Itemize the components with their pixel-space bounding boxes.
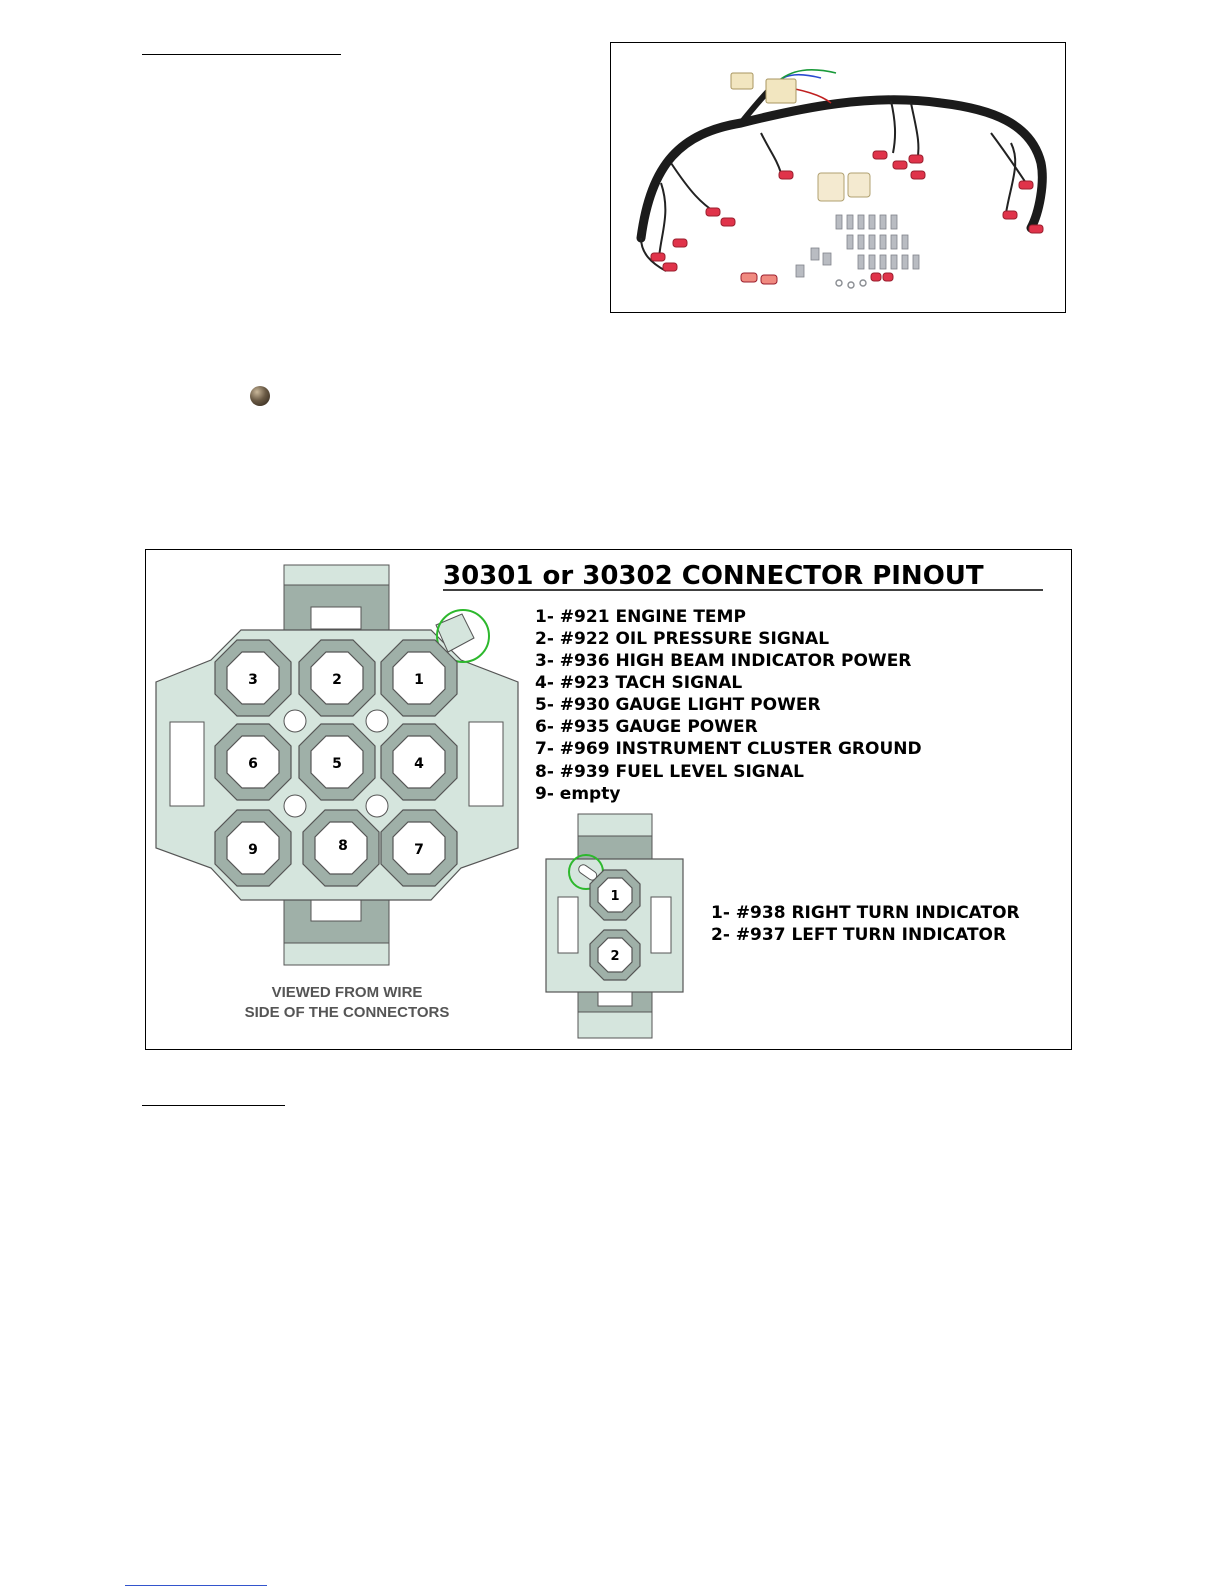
wiring-harness-photo <box>610 42 1066 313</box>
pin-label-6: 6 <box>248 756 258 772</box>
pin-label-4: 4 <box>414 756 424 772</box>
caption-line-1: VIEWED FROM WIRE <box>271 984 423 1001</box>
pinout-line-4: 4- #923 TACH SIGNAL <box>535 673 743 693</box>
bullet-icon <box>250 386 270 406</box>
wiring-harness-illustration <box>611 43 1065 312</box>
pin-label-3: 3 <box>248 672 258 688</box>
pinout-line-2: 2- #922 OIL PRESSURE SIGNAL <box>535 629 830 649</box>
small-pin-label-2: 2 <box>610 949 620 964</box>
small-pinout-line-2: 2- #937 LEFT TURN INDICATOR <box>711 925 1007 945</box>
pin-label-7: 7 <box>414 842 424 858</box>
small-pin-label-1: 1 <box>610 889 620 904</box>
heading-underline-top <box>142 54 341 55</box>
pin-label-2: 2 <box>332 672 342 688</box>
connector-pinout-diagram <box>145 549 1072 1050</box>
pin-label-8: 8 <box>338 838 348 854</box>
main-connector-9-pin <box>156 565 518 965</box>
small-connector-2-pin <box>546 814 683 1038</box>
pinout-line-8: 8- #939 FUEL LEVEL SIGNAL <box>535 762 804 782</box>
pinout-line-9: 9- empty <box>535 784 621 804</box>
heading-underline-bottom <box>142 1105 285 1106</box>
pin-label-9: 9 <box>248 842 258 858</box>
pinout-line-1: 1- #921 ENGINE TEMP <box>535 607 746 627</box>
pinout-line-6: 6- #935 GAUGE POWER <box>535 717 758 737</box>
small-pinout-line-1: 1- #938 RIGHT TURN INDICATOR <box>711 903 1020 923</box>
pinout-line-3: 3- #936 HIGH BEAM INDICATOR POWER <box>535 651 912 671</box>
pin-label-5: 5 <box>332 756 342 772</box>
pin-label-1: 1 <box>414 672 424 688</box>
diagram-title: 30301 or 30302 CONNECTOR PINOUT <box>443 561 984 591</box>
caption-line-2: SIDE OF THE CONNECTORS <box>244 1004 450 1021</box>
pinout-line-5: 5- #930 GAUGE LIGHT POWER <box>535 695 821 715</box>
pinout-line-7: 7- #969 INSTRUMENT CLUSTER GROUND <box>535 739 922 759</box>
